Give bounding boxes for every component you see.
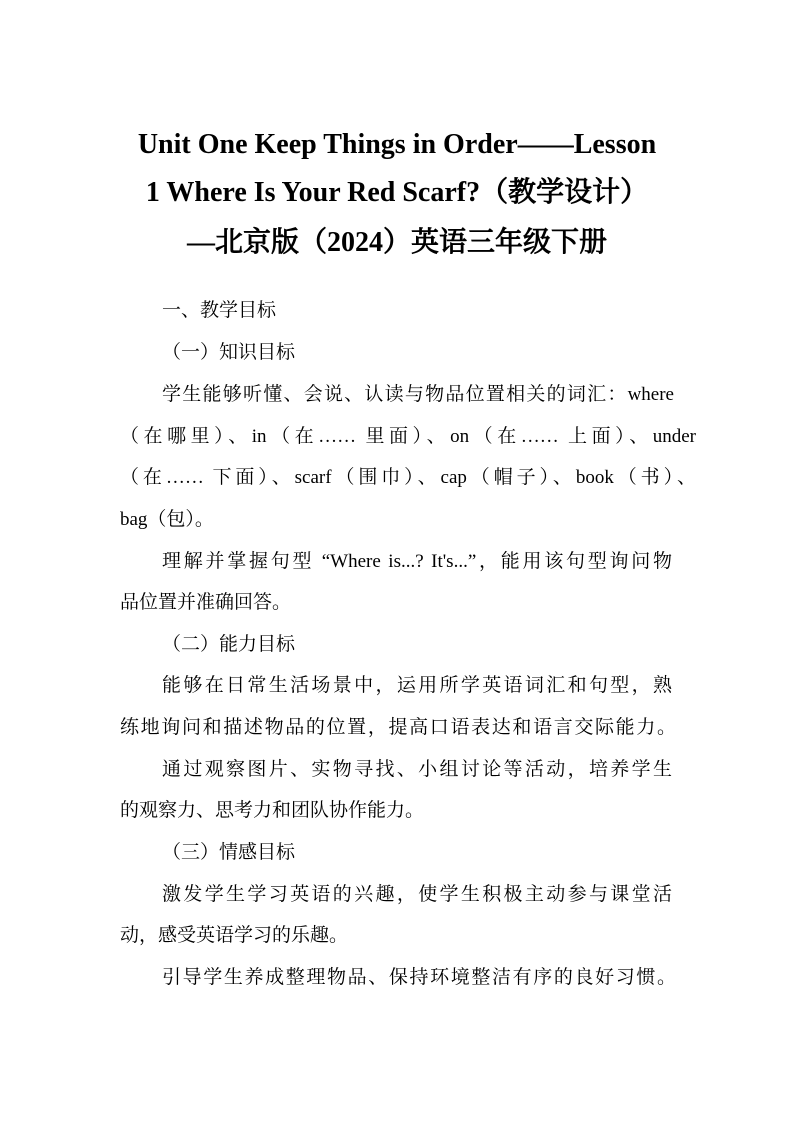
subheading-ability-goals: （二）能力目标 [162, 634, 296, 655]
paragraph-line: 学生能够听懂、会说、认读与物品位置相关的词汇：where [162, 384, 674, 405]
document-title-line-3: —北京版（2024）英语三年级下册 [186, 227, 607, 258]
paragraph-line: （在哪里）、in（在…… 里面）、on（在…… 上面）、under [120, 426, 696, 447]
paragraph-line: bag（包）。 [120, 509, 214, 530]
paragraph-line: 品位置并准确回答。 [120, 592, 292, 613]
paragraph-line: 理解并掌握句型 “Where is...? It's...”，能用该句型询问物 [162, 551, 672, 572]
subheading-knowledge-goals: （一）知识目标 [162, 342, 296, 363]
paragraph-line: 动，感受英语学习的乐趣。 [120, 925, 349, 946]
paragraph-line: （在…… 下面）、scarf（围巾）、cap（帽子）、book（书）、 [120, 467, 696, 488]
paragraph-line: 能够在日常生活场景中，运用所学英语词汇和句型，熟 [162, 675, 672, 696]
paragraph-line: 引导学生养成整理物品、保持环境整洁有序的良好习惯。 [162, 967, 676, 988]
document-title-line-1: Unit One Keep Things in Order——Lesson [137, 129, 657, 160]
paragraph-line: 通过观察图片、实物寻找、小组讨论等活动，培养学生 [162, 759, 672, 780]
subheading-emotion-goals: （三）情感目标 [162, 842, 296, 863]
paragraph-line: 激发学生学习英语的兴趣，使学生积极主动参与课堂活 [162, 884, 672, 905]
paragraph-line: 的观察力、思考力和团队协作能力。 [120, 800, 425, 821]
paragraph-line: 练地询问和描述物品的位置，提高口语表达和语言交际能力。 [120, 717, 676, 738]
section-heading-teaching-goals: 一、教学目标 [162, 300, 277, 321]
document-title-line-2: 1 Where Is Your Red Scarf?（教学设计） [145, 177, 649, 208]
